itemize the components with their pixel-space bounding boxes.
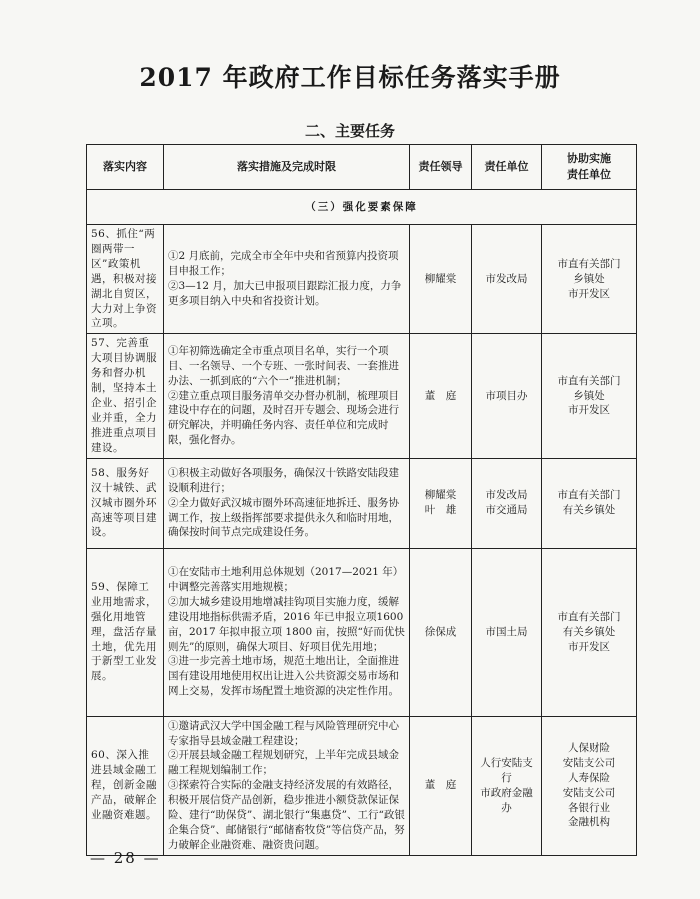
measure-item: ②开展县域金融工程规划研究，上半年完成县域金融工程规划编制工作；	[168, 749, 399, 777]
task-row	[87, 458, 637, 548]
header-unit: 责任单位	[472, 145, 542, 190]
assisting-unit-item: 市直有关部门	[557, 489, 621, 502]
responsible-unit-cell: 人行安陆支行 市政府金融办	[472, 716, 542, 855]
measures-cell	[164, 548, 410, 716]
task-content-cell: 57、完善重大项目协调服务和督办机制，坚持本土企业、招引企业并重，全力推进重点项目建设。	[87, 334, 164, 458]
task-row	[87, 716, 637, 855]
measure-item: ①年初筛选确定全市重点项目名单，实行一个项目、一名领导、一个专班、一张时间表、一套推进办法、一抓到底的“六个一”推进机制；	[168, 344, 399, 387]
assisting-unit-item: 安陆支公司	[562, 756, 616, 769]
assisting-unit-item: 乡镇处	[573, 272, 605, 285]
responsible-leader-cell: 柳耀棠 叶 雄	[410, 458, 472, 548]
subheading-row	[87, 190, 637, 225]
section-heading: 二、主要任务	[304, 122, 395, 140]
assisting-unit-item: 人保财险	[568, 741, 610, 754]
task-row	[87, 334, 637, 458]
assisting-unit-cell	[542, 548, 637, 716]
measure-item: ①积极主动做好各项服务，确保汉十铁路安陆段建设顺利进行；	[168, 466, 399, 494]
measure-item: ①在安陆市土地利用总体规划（2017—2021 年）中调整完善落实用地规模；	[168, 566, 404, 593]
responsible-leader-cell: 柳耀棠	[410, 225, 472, 334]
header-assist: 协助实施 责任单位	[542, 145, 637, 190]
assisting-unit-cell	[542, 225, 637, 334]
page-title: 2017 年政府工作目标任务落实手册	[139, 63, 561, 92]
assisting-unit-item: 安陆支公司	[562, 786, 616, 799]
responsible-leader-cell: 徐保成	[410, 548, 472, 716]
measure-item: ③进一步完善土地市场，规范土地出让，全面推进国有建设用地使用权出让进入公共资源交易市场和网上交易，发挥市场配置土地资源的决定性作用。	[168, 655, 399, 698]
task-content-cell: 58、服务好汉十城铁、武汉城市圈外环高速等项目建设。	[87, 458, 164, 548]
responsible-unit-cell: 市国土局	[472, 548, 542, 716]
measures-cell	[164, 225, 410, 334]
measure-item: ③探索符合实际的金融支持经济发展的有效路径，积极开展信贷产品创新，稳步推进小额贷款保证保险、建行“助保贷”、湖北银行“集惠贷”、工行“政银企集合贷”、邮储银行“邮储畜牧贷”等信贷产品，努力破解企业融资难、融资贵问题。	[168, 779, 405, 851]
header-row	[87, 145, 637, 190]
responsible-unit-cell: 市发改局	[472, 225, 542, 334]
subheading-cell: （三）强化要素保障	[87, 190, 637, 225]
measures-cell	[164, 458, 410, 548]
responsible-leader-cell: 董 庭	[410, 716, 472, 855]
assisting-unit-item: 市开发区	[568, 404, 610, 417]
assisting-unit-item: 金融机构	[568, 816, 610, 829]
measures-cell	[164, 334, 410, 458]
responsible-unit-cell: 市发改局 市交通局	[472, 458, 542, 548]
assisting-unit-item: 有关乡镇处	[562, 504, 616, 517]
assisting-unit-item: 市开发区	[568, 287, 610, 300]
assisting-unit-item: 市开发区	[568, 640, 610, 653]
assisting-unit-item: 市直有关部门	[557, 610, 621, 623]
measure-item: ②加大城乡建设用地增减挂钩项目实施力度，缓解建设用地指标供需矛盾，2016 年已申报立项1600 亩，2017 年拟申报立项 1800 亩，按照“好而优快则先”的原则，确保大项目、好项目优先用地；	[168, 595, 405, 653]
header-leader: 责任领导	[410, 145, 472, 190]
task-content-cell: 59、保障工业用地需求，强化用地管理，盘活存量土地，优先用于新型工业发展。	[87, 548, 164, 716]
assisting-unit-cell	[542, 334, 637, 458]
task-row	[87, 548, 637, 716]
task-content-cell: 60、深入推进县域金融工程，创新金融产品，破解企业融资难题。	[87, 716, 164, 855]
measures-cell	[164, 716, 410, 855]
responsible-leader-cell: 董 庭	[410, 334, 472, 458]
responsible-unit-cell: 市项目办	[472, 334, 542, 458]
measure-item: ②建立重点项目服务清单交办督办机制，梳理项目建设中存在的问题，及时召开专题会、现场会进行研究解决，并明确任务内容、责任单位和完成时限，强化督办。	[168, 389, 399, 447]
task-table	[86, 144, 637, 856]
measure-item: ①邀请武汉大学中国金融工程与风险管理研究中心专家指导县域金融工程建设；	[168, 719, 399, 747]
task-content-cell: 56、抓住“两圈两带一区”政策机遇，积极对接湖北自贸区，大力对上争资立项。	[87, 225, 164, 334]
assisting-unit-item: 各银行业	[568, 801, 610, 814]
header-task: 落实内容	[87, 145, 164, 190]
assisting-unit-item: 市直有关部门	[557, 257, 621, 270]
assisting-unit-cell	[542, 716, 637, 855]
assisting-unit-item: 有关乡镇处	[562, 625, 616, 638]
assisting-unit-item: 市直有关部门	[557, 374, 621, 387]
assisting-unit-item: 乡镇处	[573, 389, 605, 402]
measure-item: ①2 月底前，完成全市全年中央和省预算内投资项目申报工作；	[168, 250, 399, 278]
measure-item: ②3—12 月，加大已申报项目跟踪汇报力度，力争更多项目纳入中央和省投资计划。	[168, 280, 402, 308]
header-measures: 落实措施及完成时限	[164, 145, 410, 190]
measure-item: ②全力做好武汉城市圈外环高速征地拆迁、服务协调工作，按上级指挥部要求提供永久和临时用地，确保按时间节点完成建设任务。	[168, 496, 399, 539]
task-row	[87, 225, 637, 334]
assisting-unit-cell	[542, 458, 637, 548]
assisting-unit-item: 人寿保险	[568, 771, 610, 784]
page-number: — 28 —	[90, 849, 161, 867]
